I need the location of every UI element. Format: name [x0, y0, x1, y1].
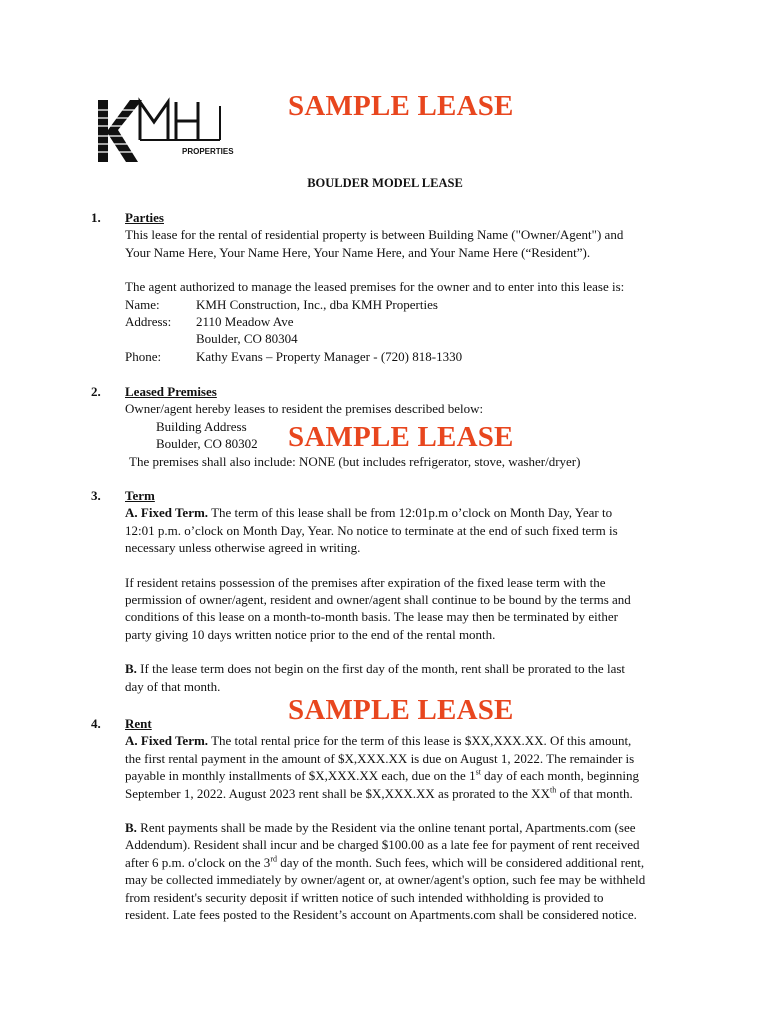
section-3-number: 3.	[91, 488, 101, 503]
rent-a-text: payable in monthly installments of $X,XXX.XX each, due on the 1	[125, 768, 476, 784]
section-1-parties	[125, 209, 685, 365]
section-2-heading: Leased Premises	[125, 384, 217, 399]
holdover-text: conditions of this lease on a month-to-month basis. The lease may then be terminated by either	[125, 609, 618, 625]
section-1-agent-text: The agent authorized to manage the leased premises for the owner and to enter into this lease is:	[125, 279, 625, 295]
ordinal-suffix: st	[475, 767, 481, 777]
address-label: Address:	[125, 314, 172, 330]
rent-b-text: Rent payments shall be made by the Resident via the online tenant portal, Apartments.com (see	[136, 820, 636, 836]
ordinal-suffix: rd	[270, 854, 277, 864]
sample-lease-stamp-top: SAMPLE LEASE	[288, 90, 514, 122]
rent-a-text: the first rental payment in the amount of $X,XXX.XX is due on August 1, 2022. The remainder is	[125, 750, 635, 766]
section-4-heading: Rent	[125, 716, 152, 731]
rent-b-text: after 6 p.m. o'clock on the 3	[125, 854, 271, 870]
sample-lease-stamp-bottom: SAMPLE LEASE	[288, 694, 514, 726]
name-label: Name:	[125, 296, 160, 312]
document-title: BOULDER MODEL LEASE	[307, 176, 463, 190]
term-b-text: If the lease term does not begin on the first day of the month, rent shall be prorated to the last	[136, 661, 626, 677]
section-3-term	[125, 487, 685, 695]
phone-label: Phone:	[125, 348, 162, 364]
premises-address-2: Boulder, CO 80302	[156, 436, 258, 452]
section-1-text: This lease for the rental of residential property is between Building Name ("Owner/Agent") and	[125, 227, 624, 243]
ordinal-suffix: th	[549, 785, 557, 795]
section-2-leased-premises	[125, 383, 685, 470]
name-value: KMH Construction, Inc., dba KMH Properties	[196, 296, 438, 312]
section-3-heading: Term	[125, 488, 155, 503]
rent-a-text: of that month.	[556, 785, 633, 801]
holdover-text: party giving 10 days written notice prior to the end of the rental month.	[125, 626, 496, 642]
agent-name-row	[125, 296, 685, 313]
rent-b-text: from resident's security deposit if written notice of such intended withholding is provided to	[125, 889, 604, 905]
term-a-label: A. Fixed Term.	[125, 505, 209, 521]
premises-address-1: Building Address	[156, 418, 247, 434]
section-1-heading: Parties	[125, 210, 164, 225]
rent-b-text: resident. Late fees posted to the Resident’s account on Apartments.com shall be considered notice.	[125, 907, 637, 923]
rent-a-text: The total rental price for the term of this lease is $XX,XXX.XX. Of this amount,	[208, 733, 632, 749]
section-1-text: Your Name Here, Your Name Here, Your Name Here, and Your Name Here (“Resident”).	[125, 244, 591, 260]
address-line-1: 2110 Meadow Ave	[196, 314, 294, 330]
rent-b-text: Addendum). Resident shall incur and be charged $100.00 as a late fee for payment of rent received	[125, 837, 640, 853]
term-b-text: day of that month.	[125, 678, 221, 694]
phone-value: Kathy Evans – Property Manager - (720) 818-1330	[196, 348, 463, 364]
agent-address-row	[125, 313, 685, 330]
term-a-text: 12:01 p.m. o’clock on Month Day, Year. No notice to terminate at the end of such fixed term is	[125, 522, 618, 538]
sample-lease-stamp-middle: SAMPLE LEASE	[288, 421, 514, 453]
section-1-number: 1.	[91, 210, 101, 225]
rent-a-text: September 1, 2022. August 2023 rent shall be $X,XXX.XX as prorated to the XX	[125, 785, 550, 801]
section-2-text: Owner/agent hereby leases to resident the premises described below:	[125, 401, 484, 417]
section-4-number: 4.	[91, 716, 101, 731]
holdover-text: If resident retains possession of the premises after expiration of the fixed lease term with the	[125, 574, 606, 590]
rent-b-text: day of the month. Such fees, which will be considered additional rent,	[276, 854, 645, 870]
premises-includes: The premises shall also include: NONE (but includes refrigerator, stove, washer/dryer)	[129, 453, 581, 469]
holdover-text: permission of owner/agent, resident and owner/agent shall continue to be bound by the terms and	[125, 592, 631, 608]
logo-subtext: PROPERTIES	[182, 147, 234, 156]
rent-a-label: A. Fixed Term.	[125, 733, 209, 749]
agent-phone-row	[125, 348, 685, 365]
rent-b-text: may be collected immediately by owner/agent or, at owner/agent's option, such fee may be withheld	[125, 872, 646, 888]
rent-b-label: B.	[125, 820, 137, 836]
term-b-label: B.	[125, 661, 137, 677]
address-line-2: Boulder, CO 80304	[196, 331, 298, 347]
section-4-rent	[125, 715, 685, 923]
rent-a-text: day of each month, beginning	[480, 768, 640, 784]
section-2-number: 2.	[91, 384, 101, 399]
term-a-text: necessary unless otherwise agreed in writing.	[125, 540, 361, 556]
kmh-properties-logo	[96, 96, 234, 168]
term-a-text: The term of this lease shall be from 12:01p.m o’clock on Month Day, Year to	[208, 505, 613, 521]
